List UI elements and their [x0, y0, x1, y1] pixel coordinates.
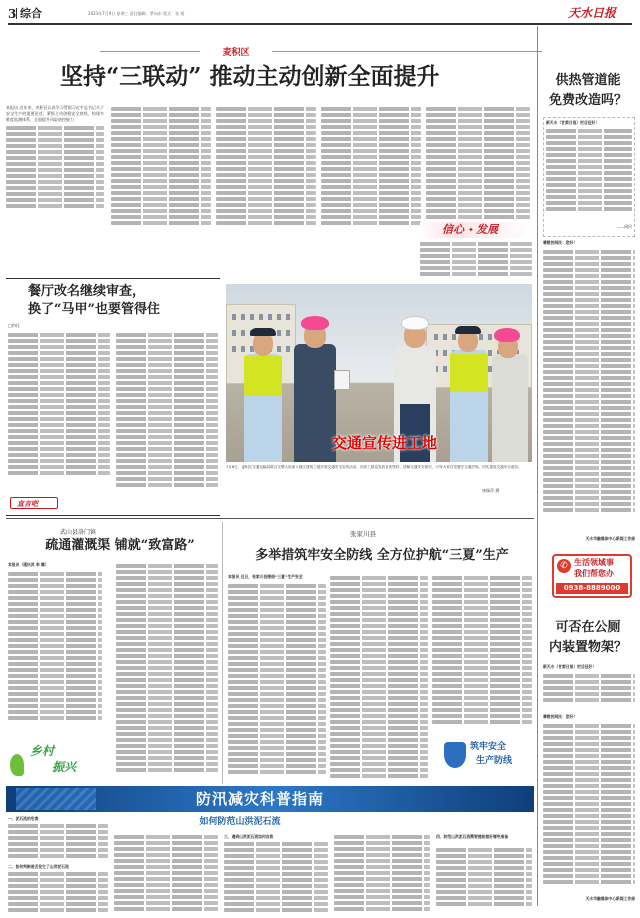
rural-label-2: 振兴 [52, 760, 77, 774]
flood-subtitle-text: 如何防范山洪泥石流 [199, 817, 281, 827]
flood-sec1-body [8, 823, 108, 863]
column-logo: 直言吧 [17, 499, 38, 508]
header-rule [8, 23, 632, 25]
right-b-headline-1: 可否在公厕 [555, 620, 621, 635]
right-b-headline-2: 内装置物架？ [548, 640, 627, 655]
bottom-left-headline: 疏通灌溉渠 铺就“致富路” [45, 538, 195, 553]
main-headline: 坚持“三联动” 推动主动创新全面提升 [60, 63, 440, 90]
confidence-body [420, 240, 532, 278]
district-label [210, 47, 262, 59]
flood-col4 [334, 834, 430, 914]
flood-banner [6, 786, 534, 812]
right-footer: 天水市融媒体中心新闻工作部 [585, 536, 635, 541]
wave-icon [16, 788, 96, 810]
right-b-answer-head: 尊敬的网民：您好！ [543, 714, 578, 719]
confidence-text: 信心 [442, 223, 464, 236]
hotline-tel[interactable]: 0938-8889000 [556, 583, 628, 594]
main-article [6, 105, 532, 231]
safety-label-2: 生产防线 [476, 756, 513, 766]
shield-icon [444, 742, 466, 768]
side-bottom-rule [6, 515, 220, 516]
hotline-sublabel: 我们帮您办 [574, 569, 614, 578]
confidence-banner [420, 222, 532, 238]
right-b-question-head: 新天水（甘肃日报）栏目征好！ [543, 664, 597, 669]
flood-col2 [114, 834, 218, 914]
side-body-col2 [116, 331, 218, 491]
flood-sec2-body [8, 871, 108, 915]
rural-revitalization-badge [8, 740, 108, 782]
right-b-question-body [543, 672, 635, 710]
bottom-divider [222, 522, 223, 784]
bottom-center-col2 [330, 574, 428, 782]
right-b-answer-body [543, 722, 635, 892]
newspaper-logo: 天水日报 [568, 6, 617, 20]
main-body-col4 [321, 105, 421, 229]
right-question-head: 新天水（甘肃日报）栏目征好！ [546, 120, 600, 125]
photo-description: 7月6日，麦积区交通运输局联合交警大队深入辖区建筑工地开展交通安全宣传活动，向务工群众发放宣传资料，讲解交通安全知识，引导大家自觉遵守交通法规，切实提高交通安全意识。 [226, 465, 522, 469]
main-body-col3 [216, 105, 316, 229]
right-answer-body [543, 248, 635, 518]
section-rule [6, 518, 534, 519]
right-b-footer: 天水市融媒体中心新闻工作部 [585, 896, 635, 901]
district-text: 麦积区 [222, 48, 250, 58]
bottom-center-col3 [432, 574, 532, 730]
side-body-col1 [8, 331, 110, 491]
right-question-sign: ——网民 [616, 224, 632, 229]
flood-sec1: 一、泥石流的危害 [8, 816, 39, 821]
flood-sec2: 二、如何判断是否发生了山洪泥石流 [8, 864, 69, 869]
photo-caption-overlay: 交通宣传进工地 [332, 434, 438, 452]
side-headline-1: 餐厅改名继续审查， [28, 284, 146, 299]
photo-credit: 康瑞萍 摄 [482, 488, 500, 493]
hotline-badge [552, 554, 632, 598]
bottom-left-col2 [116, 562, 218, 784]
flood-banner-title: 防汛减灾科普指南 [196, 790, 325, 808]
section-name: 综合 [20, 7, 42, 20]
main-body-col1 [6, 105, 104, 229]
bottom-center-headline: 多举措筑牢安全防线 全方位护航“三夏”生产 [255, 548, 509, 563]
safety-label: 筑牢安全 [470, 742, 507, 752]
column-logo-box [10, 497, 58, 509]
header-info: 2023年7月9日 星期三 责任编辑：罗向东 版式：张 媛 [88, 11, 185, 16]
main-body-col5 [426, 105, 530, 229]
leaf-icon [10, 754, 24, 776]
side-top-rule [6, 278, 220, 279]
bottom-left-district: 武山县洛门镇 [60, 529, 97, 536]
hotline-label: 生活领域事 [574, 558, 614, 567]
right-headline-1: 供热管道能 [555, 73, 621, 88]
side-author: □和佳 [8, 323, 20, 328]
phone-icon: ✆ [557, 559, 571, 573]
news-photo [226, 284, 532, 462]
header-divider [16, 8, 17, 19]
main-body-start: 本报讯 近年来，麦积区认真学习贯彻习近平总书记关于安全生产的重要论述，紧抓主动创稳安全底线，构建多维度监测体系，全面提升风险防控能力 [6, 105, 104, 123]
bottom-left-col1 [8, 570, 102, 736]
flood-subtitle [120, 816, 360, 830]
bottom-center-col1 [228, 582, 326, 782]
right-answer-head: 尊敬的网民：您好！ [543, 240, 578, 245]
bottom-left-author: 本报讯（通讯员 李 霖） [8, 562, 49, 567]
page-number: 3 [8, 7, 17, 21]
right-headline-2: 免费改造吗？ [548, 93, 627, 108]
side-headline-2: 换了“马甲”也要管得住 [28, 302, 160, 317]
page-header [8, 6, 638, 22]
bottom-center-district: 张家川县 [350, 530, 376, 538]
safety-badge [440, 734, 532, 780]
right-question-box [543, 117, 635, 237]
right-column-divider [537, 26, 538, 906]
main-body-col2 [111, 105, 211, 229]
bottom-center-author: 本报讯 近日，张家川县围绕“三夏”生产安全 [228, 574, 303, 579]
flood-col5 [436, 847, 532, 913]
flood-col3 [224, 841, 328, 913]
flood-sec4: 四、防范山洪泥石流需要提前做好哪些准备 [436, 834, 509, 839]
star-icon: ✦ [468, 226, 474, 234]
rural-label: 乡村 [30, 744, 55, 758]
development-text: 发展 [476, 223, 498, 236]
flood-sec3: 三、遇到山洪泥石流如何自救 [224, 834, 274, 839]
